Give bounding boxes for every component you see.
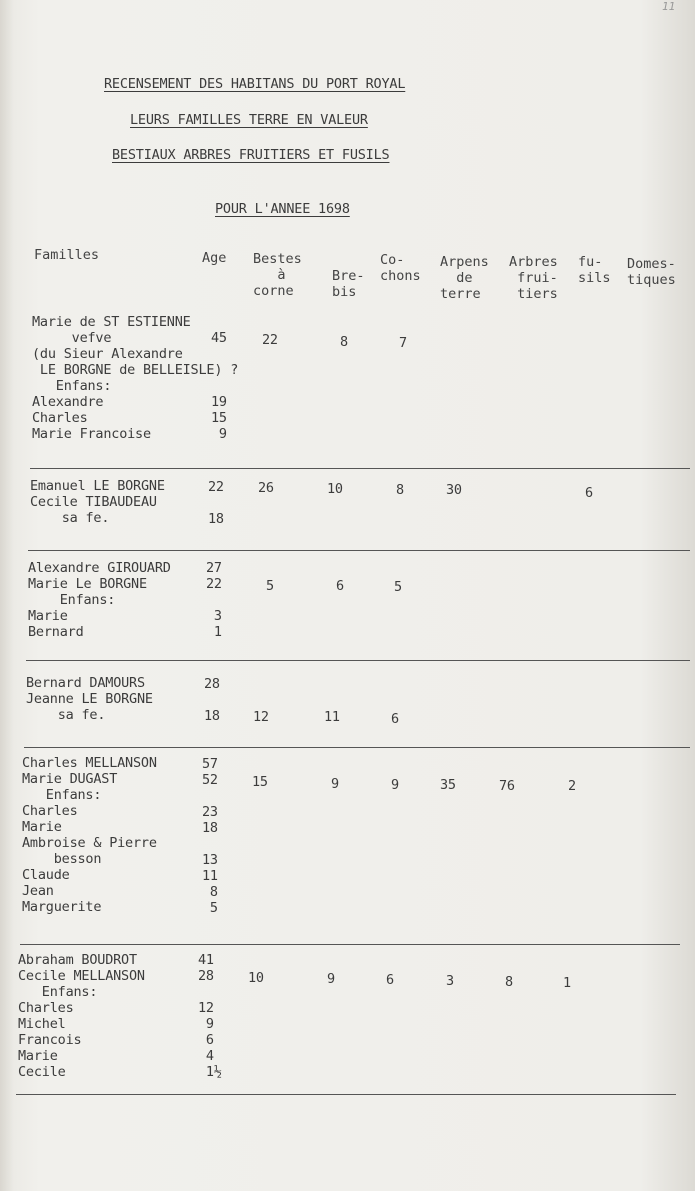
family-names: Abraham BOUDROT Cecile MELLANSON Enfans: Charles Michel Francois Marie Cecile bbox=[18, 952, 145, 1080]
brebis-value: 10 bbox=[327, 481, 343, 497]
arbres-value: 8 bbox=[505, 974, 513, 990]
header-domestiques: Domes- tiques bbox=[627, 256, 676, 288]
family-ages: 41 28 12 9 6 4 1½ bbox=[198, 952, 222, 1080]
row-divider bbox=[30, 468, 690, 469]
brebis-value: 9 bbox=[327, 971, 335, 987]
family-ages: 22 18 bbox=[208, 479, 224, 527]
row-divider bbox=[28, 550, 690, 551]
row-divider bbox=[20, 944, 680, 945]
header-brebis: Bre- bis bbox=[332, 268, 365, 300]
header-arpens: Arpens de terre bbox=[440, 254, 489, 302]
fusils-value: 6 bbox=[585, 485, 593, 501]
brebis-value: 9 bbox=[331, 776, 339, 792]
family-ages: 45 19 15 9 bbox=[211, 330, 227, 442]
page-number: 11 bbox=[662, 0, 676, 13]
fusils-value: 1 bbox=[563, 975, 571, 991]
cochons-value: 6 bbox=[386, 972, 394, 988]
header-cochons: Co- chons bbox=[380, 252, 421, 284]
row-divider bbox=[16, 1094, 676, 1095]
cochons-value: 5 bbox=[394, 579, 402, 595]
family-ages: 27 22 3 1 bbox=[206, 560, 222, 640]
family-names: Alexandre GIROUARD Marie Le BORGNE Enfans: Marie Bernard bbox=[28, 560, 171, 640]
brebis-value: 6 bbox=[336, 578, 344, 594]
family-ages: 28 18 bbox=[204, 676, 220, 724]
arpens-value: 30 bbox=[446, 482, 462, 498]
header-arbres: Arbres frui- tiers bbox=[509, 254, 558, 302]
bestes-value: 10 bbox=[248, 970, 264, 986]
row-divider bbox=[24, 747, 690, 748]
cochons-value: 7 bbox=[399, 335, 407, 351]
year-title: POUR L'ANNEE 1698 bbox=[215, 201, 350, 217]
row-divider bbox=[26, 660, 690, 661]
bestes-value: 12 bbox=[253, 709, 269, 725]
title-line-3: BESTIAUX ARBRES FRUITIERS ET FUSILS bbox=[112, 147, 390, 163]
cochons-value: 6 bbox=[391, 711, 399, 727]
header-fusils: fu- sils bbox=[578, 254, 611, 286]
header-familles: Familles bbox=[34, 247, 100, 263]
family-names: Charles MELLANSON Marie DUGAST Enfans: Charles Marie Ambroise & Pierre besson Claude Jean Marguerite bbox=[22, 755, 157, 915]
brebis-value: 11 bbox=[324, 709, 340, 725]
family-ages: 57 52 23 18 13 11 8 5 bbox=[202, 756, 218, 916]
fusils-value: 2 bbox=[568, 778, 576, 794]
title-line-1: RECENSEMENT DES HABITANS DU PORT ROYAL bbox=[104, 76, 406, 92]
title-line-2: LEURS FAMILLES TERRE EN VALEUR bbox=[130, 112, 368, 128]
family-names: Bernard DAMOURS Jeanne LE BORGNE sa fe. bbox=[26, 675, 153, 723]
arpens-value: 3 bbox=[446, 973, 454, 989]
bestes-value: 15 bbox=[252, 774, 268, 790]
family-names: Emanuel LE BORGNE Cecile TIBAUDEAU sa fe. bbox=[30, 478, 165, 526]
brebis-value: 8 bbox=[340, 334, 348, 350]
arpens-value: 35 bbox=[440, 777, 456, 793]
header-bestes: Bestes à corne bbox=[253, 251, 302, 299]
cochons-value: 8 bbox=[396, 482, 404, 498]
bestes-value: 26 bbox=[258, 480, 274, 496]
family-names: Marie de ST ESTIENNE vefve (du Sieur Alexandre LE BORGNE de BELLEISLE) ? Enfans: Alexandre Charles Marie Francoise bbox=[32, 314, 239, 442]
cochons-value: 9 bbox=[391, 777, 399, 793]
arbres-value: 76 bbox=[499, 778, 515, 794]
bestes-value: 5 bbox=[266, 578, 274, 594]
header-age: Age bbox=[202, 250, 227, 266]
bestes-value: 22 bbox=[262, 332, 278, 348]
